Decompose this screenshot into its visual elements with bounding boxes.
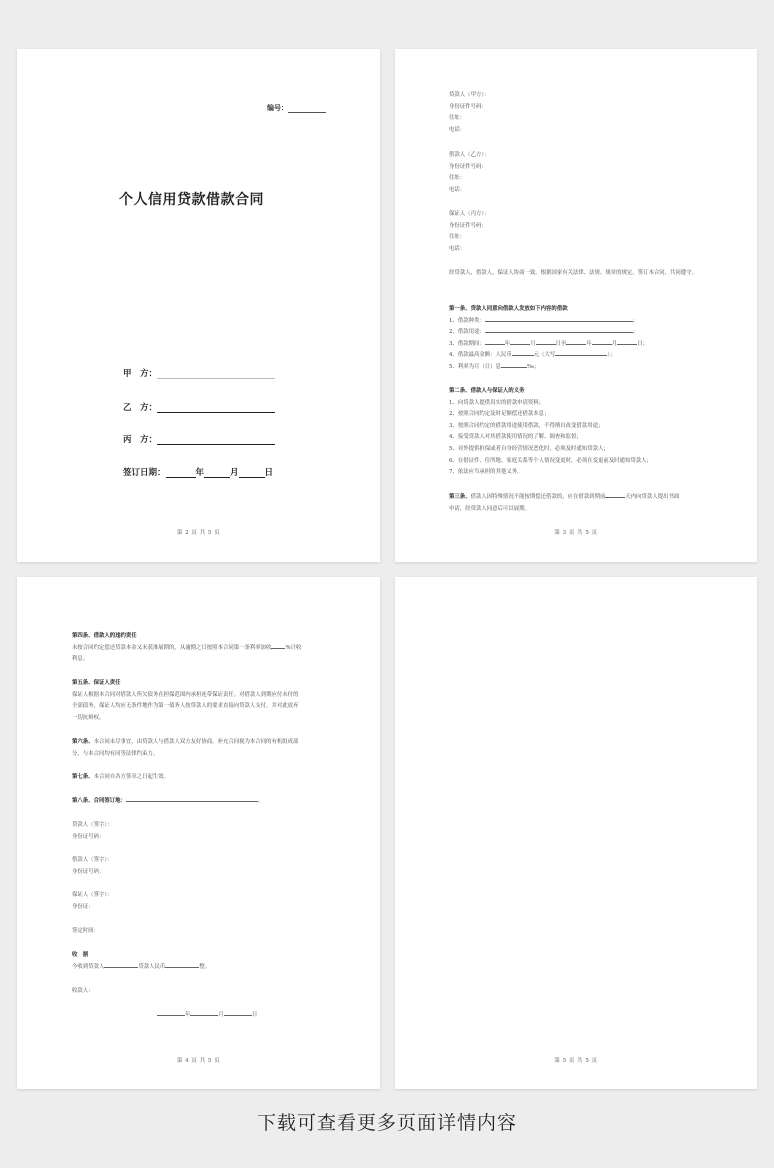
download-more-caption: 下载可查看更多页面详情内容 bbox=[256, 1112, 517, 1134]
party-c-row bbox=[123, 433, 275, 445]
article-2-item: 7、依法应当承担的其他义务。 bbox=[449, 469, 523, 476]
borrower-phone-label: 电话： bbox=[449, 186, 466, 193]
party-a-row bbox=[123, 367, 275, 379]
article-2-item: 1、向贷款人提供真实的借款申请资料； bbox=[449, 399, 545, 406]
article-7: 第七条、本合同自各方签章之日起生效。 bbox=[72, 774, 170, 780]
contract-title: 个人信用贷款借款合同 bbox=[119, 192, 264, 208]
borrower-address-label: 住址： bbox=[449, 175, 466, 182]
article-2-item: 2、按照合同约定及时足额偿还借款本息； bbox=[449, 411, 550, 418]
article-1-title: 第一条、贷款人同意向借款人发放如下内容的借款 bbox=[449, 306, 568, 312]
article-1-item-1: 1、借款种类： ； bbox=[449, 317, 639, 324]
party-a-label: 甲 方： bbox=[123, 369, 158, 379]
article-1-item-4: 4、借款最高金额：人民币 元（大写 ）； bbox=[449, 352, 616, 359]
article-3-title: 第三条、 bbox=[449, 494, 471, 500]
contract-intro: 经贷款人，借款人，保证人协商一致，根据国家有关法律、法规、规章的规定，签订本合同，共同遵守。 bbox=[449, 270, 697, 276]
lender-label: 贷款人（甲方）： bbox=[449, 92, 490, 98]
sign-date-row bbox=[123, 466, 273, 478]
party-c-label: 丙 方： bbox=[123, 435, 158, 445]
month-label: 月 bbox=[230, 468, 239, 478]
lender-id-label: 身份证件号码： bbox=[449, 103, 487, 110]
article-8-title: 第八条、合同签订地： bbox=[72, 798, 126, 804]
party-b-blank bbox=[157, 403, 275, 413]
lender-info-block bbox=[449, 90, 489, 136]
document-page-cover bbox=[17, 49, 380, 562]
contract-number-label: 编号： bbox=[267, 103, 288, 112]
borrower-label: 借款人（乙方）： bbox=[449, 152, 490, 158]
lender-address-label: 住址： bbox=[449, 115, 466, 122]
article-2-title: 第二条、借款人与保证人的义务 bbox=[449, 388, 525, 394]
guarantor-info-block bbox=[449, 209, 489, 255]
party-b-label: 乙 方： bbox=[123, 403, 158, 413]
sign-time-label: 签定时间： bbox=[72, 928, 99, 934]
guarantor-phone-label: 电话： bbox=[449, 245, 466, 252]
year-label: 年 bbox=[195, 468, 205, 478]
month-blank bbox=[204, 468, 230, 478]
article-2-item: 6、在借证件、住所地、家庭关系等个人情况变更时，必须在变更前及时通知贷款人； bbox=[449, 457, 652, 464]
article-5-title: 第五条、保证人责任 bbox=[72, 680, 121, 686]
party-b-row bbox=[123, 401, 275, 413]
contract-number-blank bbox=[288, 105, 326, 113]
article-6: 第六条、本合同未尽事宜，由贷款人与借款人双方友好协商，补充合同视为本合同的有机组成部 分，与本合同均有同等法律约束力。 bbox=[72, 739, 299, 757]
article-2-item: 5、对外提供担保或者自身经营情况恶化时，必须及时通知贷款人； bbox=[449, 445, 609, 452]
page-number: 第 2 页 共 5 页 bbox=[176, 530, 221, 536]
article-1 bbox=[449, 304, 648, 374]
article-8: 第八条、合同签订地： 。 bbox=[72, 798, 264, 804]
guarantor-id-label: 身份证件号码： bbox=[449, 222, 487, 229]
receiver-label: 收款人： bbox=[72, 988, 94, 994]
document-page-blank bbox=[395, 577, 757, 1089]
document-page-signatures bbox=[17, 577, 380, 1089]
article-4: 第四条、借款人的违约责任 未按合同约定偿还贷款本金又未获准展期的，从逾期之日按照本合同第一条利率加收 %计收 利息。 bbox=[72, 633, 302, 663]
page-number: 第 4 页 共 5 页 bbox=[176, 1058, 221, 1064]
page-number: 第 5 页 共 5 页 bbox=[554, 1058, 598, 1064]
day-blank bbox=[239, 468, 265, 478]
sign-date-label: 签订日期： bbox=[123, 468, 166, 478]
article-1-item-5: 5、利率为月（日）息 ‰； bbox=[449, 363, 540, 370]
guarantor-label: 保证人（丙方）： bbox=[449, 211, 490, 217]
borrower-info-block bbox=[449, 150, 489, 196]
guarantor-signature-block: 保证人（签字）： 身份证： bbox=[72, 892, 113, 910]
receipt-title: 收 据 bbox=[72, 952, 89, 958]
page-number: 第 3 页 共 5 页 bbox=[554, 530, 598, 536]
article-7-title: 第七条、 bbox=[72, 774, 94, 780]
article-6-title: 第六条、 bbox=[72, 739, 94, 745]
contract-number-field bbox=[267, 103, 326, 113]
lender-phone-label: 电话： bbox=[449, 126, 466, 133]
party-c-blank bbox=[157, 435, 275, 445]
article-1-item-2: 2、借款用途： ； bbox=[449, 329, 639, 336]
article-2-item: 3、按照合同约定的借款用途使用借款，不得擅自改变借款用途； bbox=[449, 422, 604, 429]
borrower-id-label: 身份证件号码： bbox=[449, 163, 487, 170]
borrower-signature-block: 借款人（签字）： 身份证号码： bbox=[72, 857, 113, 875]
receipt-block: 收 据 今收到贷款人 贷款人民币 整。 bbox=[72, 952, 211, 970]
article-2-item: 4、接受贷款人对其借款使用情况的了解、调查和监督； bbox=[449, 434, 582, 441]
article-1-item-3: 3、借款期间： 年 月 日至 年 月 日； bbox=[449, 340, 648, 347]
receipt-date: 年 月 日 bbox=[157, 1010, 257, 1022]
guarantor-address-label: 住址： bbox=[449, 234, 466, 241]
article-2 bbox=[449, 386, 652, 479]
article-5: 第五条、保证人责任 保证人根据本合同对借款人所欠债务在担保范围内承担连带保证责任。对借款人到期应付未付的 全部债务，保证人均应无条件地作为第一债务人按贷款人的要求直接向贷款人支付，并对此放弃 一切抗辩权。 bbox=[72, 680, 299, 721]
day-label: 日 bbox=[264, 468, 274, 478]
year-blank bbox=[166, 468, 196, 478]
party-a-blank bbox=[157, 369, 275, 379]
article-3: 第三条、借款人因特殊情况不能按期偿还借款的，应在借款到期前 天内向贷款人提出书面 申请，经贷款人同意后可以展期。 bbox=[449, 494, 680, 512]
lender-signature-block: 贷款人（签字）： 身份证号码： bbox=[72, 822, 113, 840]
document-page-terms bbox=[395, 49, 757, 562]
article-4-title: 第四条、借款人的违约责任 bbox=[72, 633, 137, 639]
